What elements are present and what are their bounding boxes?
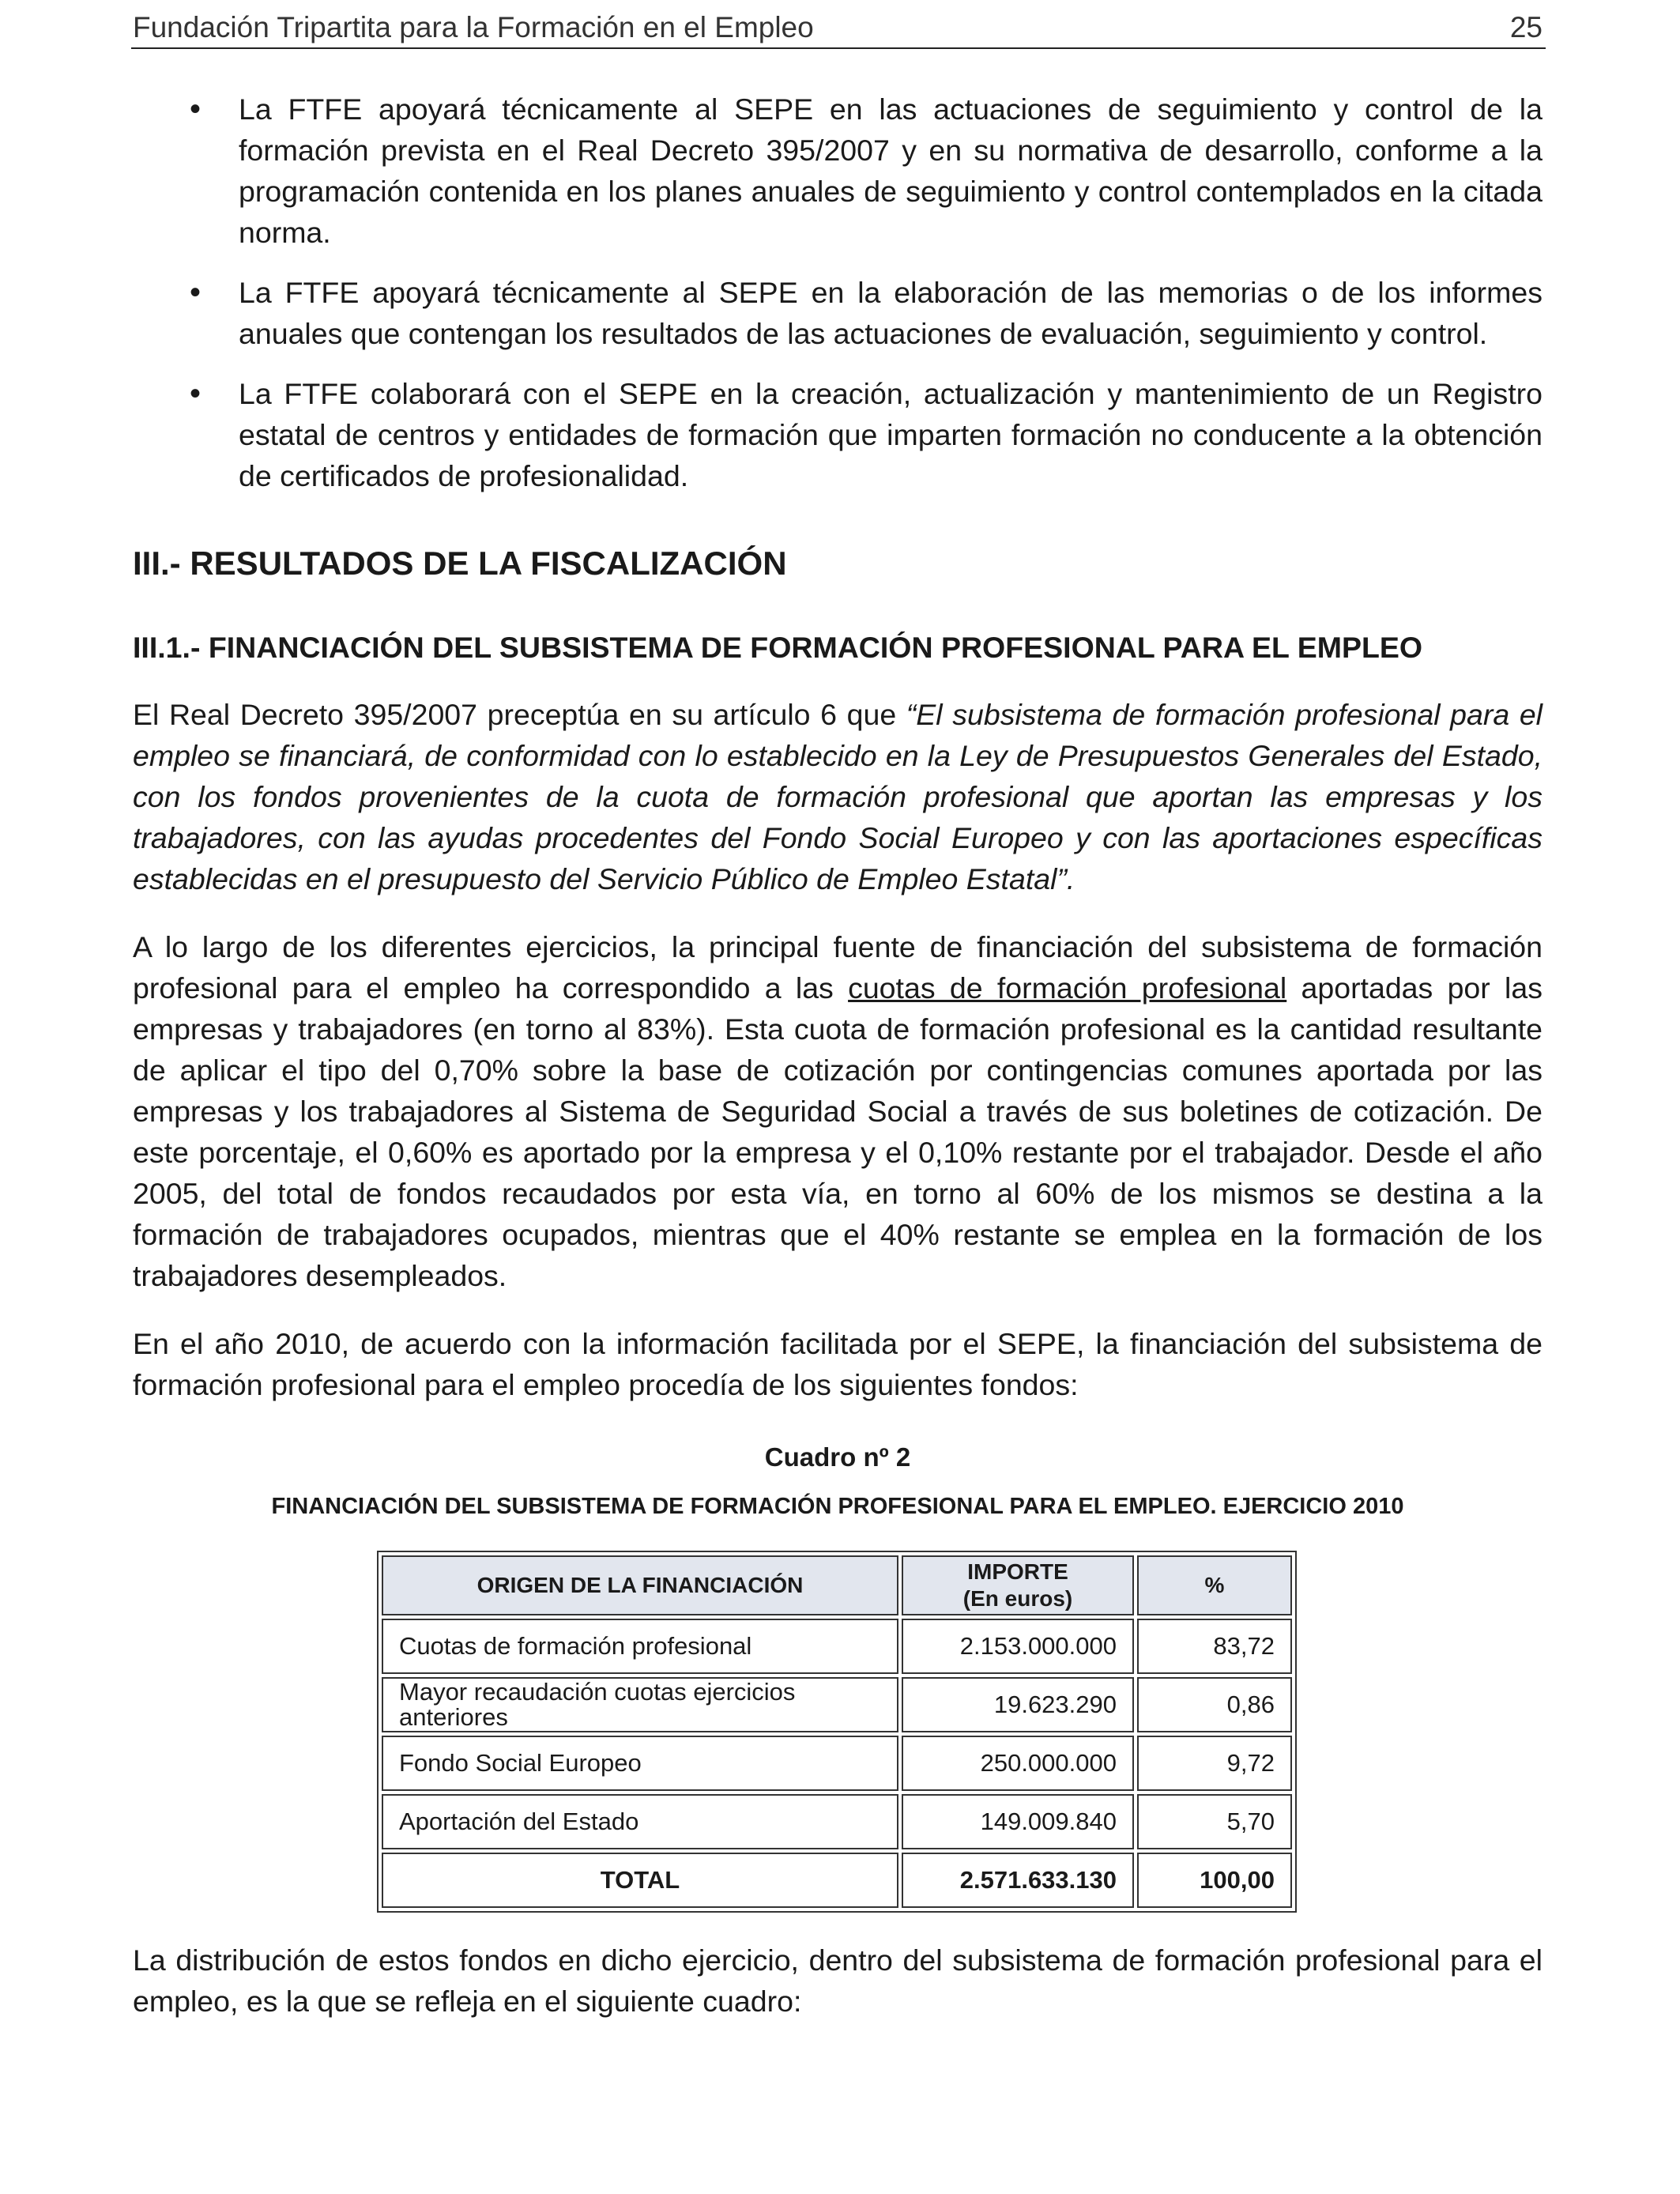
table-header-row — [382, 1555, 1292, 1615]
amount-header-line1: IMPORTE — [967, 1559, 1068, 1584]
bullet-item — [133, 89, 1543, 253]
cell-amount: 2.153.000.000 — [902, 1619, 1134, 1674]
bullet-dot-icon: • — [190, 275, 202, 310]
page-number: 25 — [1509, 11, 1543, 43]
table-subtitle: FINANCIACIÓN DEL SUBSISTEMA DE FORMACIÓN PROFESIONAL PARA EL EMPLEO. EJERCICIO 2010 — [271, 1494, 1404, 1519]
bullet-text: La FTFE apoyará técnicamente al SEPE en las actuaciones de seguimiento y control de la formación prevista en el Real Decreto 395/2007 y en su normativa de desarrollo, conforme a la programación contenida en los planes anuales de seguimiento y control contemplados en la citada norma. — [239, 92, 1543, 249]
paragraph-intro: El Real Decreto 395/2007 preceptúa en su artículo 6 que — [133, 698, 906, 731]
funding-table — [377, 1551, 1297, 1913]
column-header-amount — [902, 1555, 1134, 1615]
table-row — [382, 1736, 1292, 1791]
table-row — [382, 1677, 1292, 1732]
column-header-origin: ORIGEN DE LA FINANCIACIÓN — [382, 1555, 898, 1615]
paragraph-decree — [133, 694, 1543, 899]
paragraph-distribution: La distribución de estos fondos en dicho ejercicio, dentro del subsistema de formación profesional para el empleo, es la que se refleja en el siguiente cuadro: — [133, 1943, 1543, 2018]
bullet-item — [133, 272, 1543, 354]
paragraph-funding-sources — [133, 926, 1543, 1296]
cell-origin: Fondo Social Europeo — [382, 1736, 898, 1791]
table-title: Cuadro nº 2 — [764, 1442, 911, 1472]
bullet-list — [133, 89, 1543, 496]
cell-origin: Mayor recaudación cuotas ejercicios anteriores — [382, 1677, 898, 1732]
table-row — [382, 1619, 1292, 1674]
paragraph-quote: “El subsistema de formación profesional para el empleo se financiará, de conformidad con lo establecido en la Ley de Presupuestos Generales del Estado, con los fondos provenientes de la cuota de formación profesional que aportan las empresas y los trabajadores, con las ayudas procedentes del Fondo Social Europeo y con las aportaciones específicas establecidas en el presupuesto del Servicio Público de Empleo Estatal”. — [133, 698, 1543, 895]
total-percent: 100,00 — [1137, 1853, 1292, 1908]
page-content — [133, 89, 1543, 2022]
header-organization: Fundación Tripartita para la Formación en el Empleo — [133, 11, 814, 43]
paragraph-2010-intro: En el año 2010, de acuerdo con la información facilitada por el SEPE, la financiación del subsistema de formación profesional para el empleo procedía de los siguientes fondos: — [133, 1327, 1543, 1401]
bullet-item — [133, 373, 1543, 496]
total-amount: 2.571.633.130 — [902, 1853, 1134, 1908]
amount-header-line2: (En euros) — [962, 1586, 1073, 1611]
bullet-text: La FTFE colaborará con el SEPE en la creación, actualización y mantenimiento de un Registro estatal de centros y entidades de formación que imparten formación no conducente a la obtención de certificados de profesionalidad. — [239, 377, 1543, 492]
cell-percent: 5,70 — [1137, 1794, 1292, 1849]
cell-origin: Cuotas de formación profesional — [382, 1619, 898, 1674]
bullet-dot-icon: • — [190, 92, 202, 126]
cell-amount: 149.009.840 — [902, 1794, 1134, 1849]
column-header-percent: % — [1137, 1555, 1292, 1615]
cell-percent: 9,72 — [1137, 1736, 1292, 1791]
section-heading: III.- RESULTADOS DE LA FISCALIZACIÓN — [133, 545, 787, 582]
cell-amount: 19.623.290 — [902, 1677, 1134, 1732]
cell-amount: 250.000.000 — [902, 1736, 1134, 1791]
table-total-row — [382, 1853, 1292, 1908]
cell-origin: Aportación del Estado — [382, 1794, 898, 1849]
bullet-text: La FTFE apoyará técnicamente al SEPE en la elaboración de las memorias o de los informes anuales que contengan los resultados de las actuaciones de evaluación, seguimiento y control. — [239, 276, 1543, 350]
underlined-term: cuotas de formación profesional — [848, 971, 1287, 1005]
cell-percent: 83,72 — [1137, 1619, 1292, 1674]
cell-percent: 0,86 — [1137, 1677, 1292, 1732]
page-header — [131, 8, 1546, 49]
total-label: TOTAL — [382, 1853, 898, 1908]
bullet-dot-icon: • — [190, 376, 202, 411]
subsection-heading: III.1.- FINANCIACIÓN DEL SUBSISTEMA DE FORMACIÓN PROFESIONAL PARA EL EMPLEO — [133, 631, 1423, 664]
table-row — [382, 1794, 1292, 1849]
paragraph-text-before: A lo largo de los diferentes ejercicios, la principal fuente de financiación del subsistema de formación profesional para el empleo ha correspondido a las — [133, 930, 1543, 1005]
paragraph-text-after: aportadas por las empresas y trabajadores (en torno al 83%). Esta cuota de formación profesional es la cantidad resultante de aplicar el tipo del 0,70% sobre la base de cotización por contingencias comunes aportada por las empresas y los trabajadores al Sistema de Seguridad Social a través de sus boletines de cotización. De este porcentaje, el 0,60% es aportado por la empresa y el 0,10% restante por el trabajador. Desde el año 2005, del total de fondos recaudados por esta vía, en torno al 60% de los mismos se destina a la formación de trabajadores ocupados, mientras que el 40% restante se emplea en la formación de los trabajadores desempleados. — [133, 971, 1543, 1292]
